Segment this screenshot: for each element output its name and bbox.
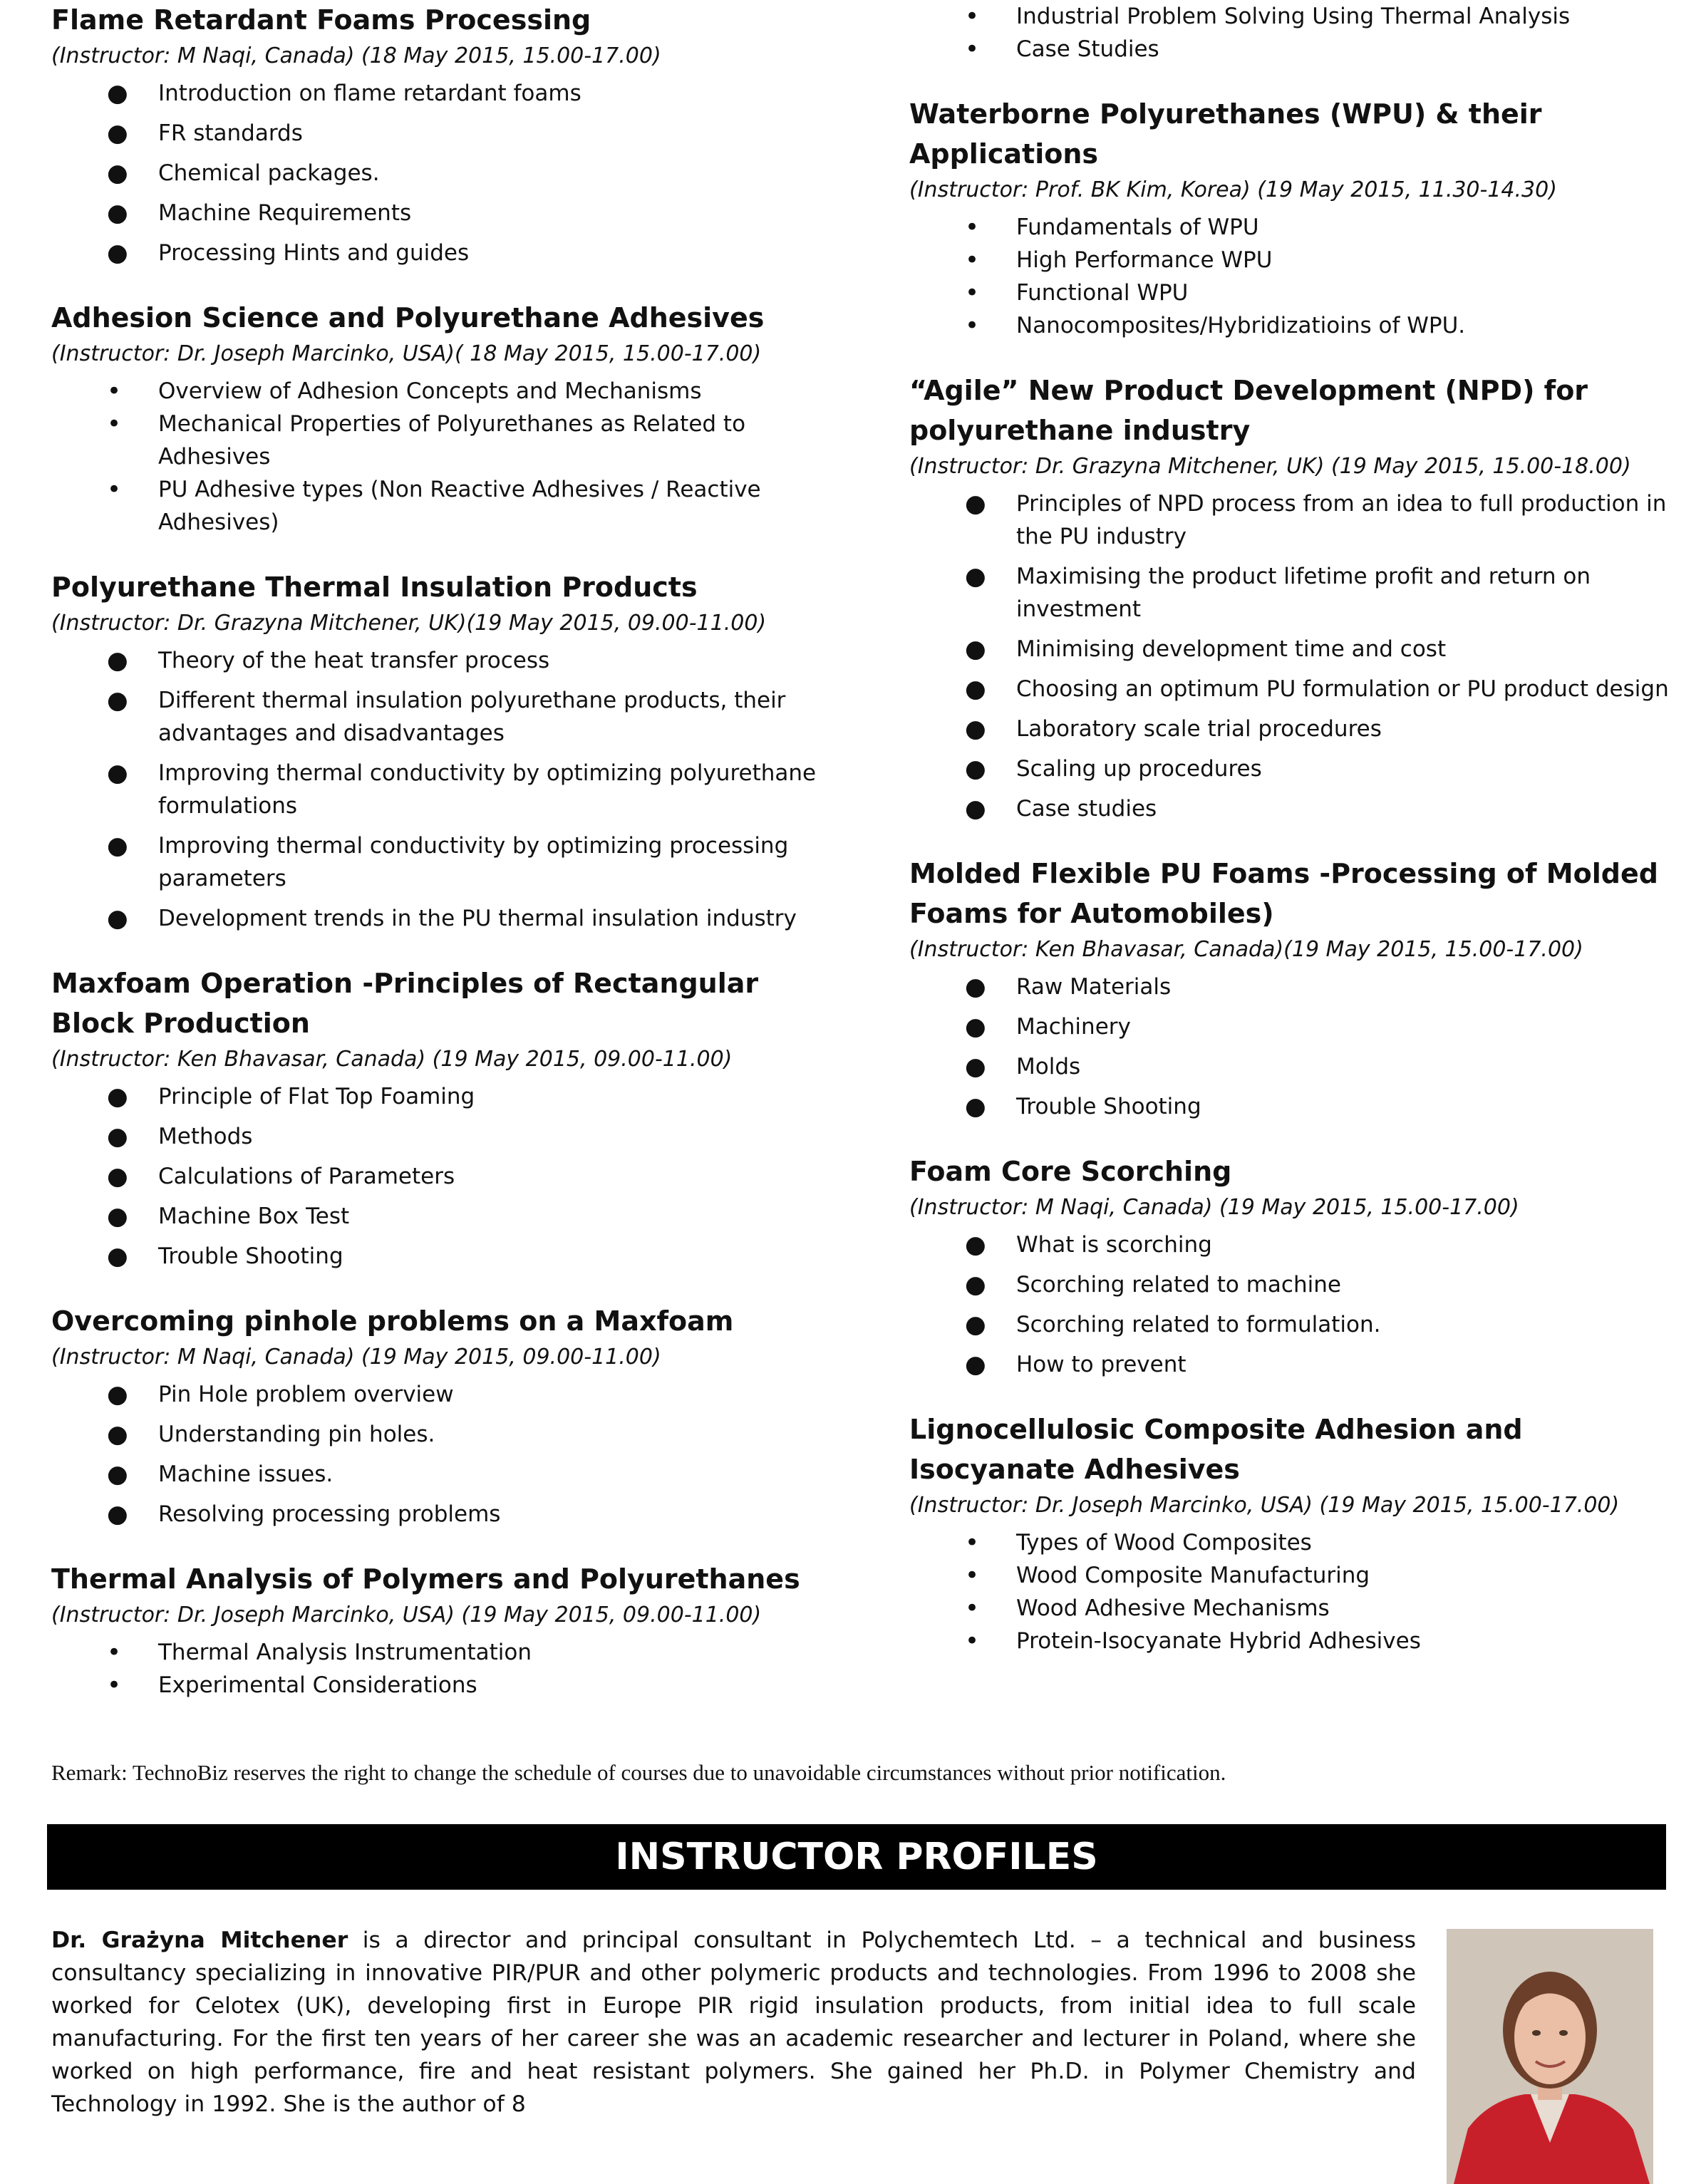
bullet-icon: ● <box>965 1052 986 1081</box>
bullet-icon: ● <box>107 759 128 787</box>
topic-item <box>909 1559 1679 1592</box>
topic-text: Improving thermal conductivity by optimizing processing parameters <box>158 833 789 891</box>
bullet-icon: ● <box>965 795 986 823</box>
topic-item <box>909 673 1679 705</box>
bullet-icon: ● <box>965 675 986 703</box>
topic-text: Fundamentals of WPU <box>1016 214 1259 240</box>
course-title: Foam Core Scorching <box>909 1156 1232 1187</box>
topic-text: Experimental Considerations <box>158 1672 477 1698</box>
left-column <box>51 0 842 1730</box>
course-instructor: (Instructor: Dr. Joseph Marcinko, USA)( 18 May 2015, 15.00-17.00) <box>51 341 762 366</box>
bullet-icon: ● <box>965 715 986 743</box>
course-topic-list <box>909 211 1679 342</box>
bullet-icon: ● <box>107 79 128 108</box>
topic-item <box>909 1268 1679 1301</box>
bullet-icon: ● <box>965 1013 986 1041</box>
topic-text: Machine Box Test <box>158 1204 350 1229</box>
topic-item <box>909 752 1679 785</box>
topic-text: Different thermal insulation polyurethane products, their advantages and disadvantages <box>158 688 786 746</box>
topic-text: Methods <box>158 1124 253 1149</box>
topic-item <box>51 684 842 750</box>
topic-text: Theory of the heat transfer process <box>158 648 550 673</box>
bullet-icon: ● <box>107 1460 128 1489</box>
topic-text: Wood Composite Manufacturing <box>1016 1563 1370 1588</box>
topic-text: Choosing an optimum PU formulation or PU product design <box>1016 676 1669 702</box>
topic-item <box>51 237 842 269</box>
topic-item <box>51 1378 842 1411</box>
topic-item <box>51 473 842 539</box>
course-topic-list <box>51 77 842 269</box>
topic-item <box>909 633 1679 666</box>
topic-text: Minimising development time and cost <box>1016 636 1447 662</box>
topic-text: What is scorching <box>1016 1232 1212 1258</box>
course-topic-list <box>909 1526 1679 1657</box>
topic-item <box>909 211 1679 244</box>
topic-item <box>51 1418 842 1451</box>
bullet-icon: ● <box>107 904 128 933</box>
bullet-icon: ● <box>965 562 986 591</box>
bullet-icon: • <box>965 1594 980 1623</box>
instructor-bio-text: is a director and principal consultant in Polychemtech Ltd. – a technical and business consultancy specializing in innovative PIR/PUR and other polymeric products and technologies. From 1996 to 2008 she worked for Celotex (UK), developing first in Europe PIR rigid insulation products, from initial idea to full scale manufacturing. For the first ten years of her career she was an academic researcher and lecturer in Poland, where she worked on high performance, fire and heat resistant polymers. She gained her Ph.D. in Polymer Chemistry and Technology in 1992. She is the author of 8 <box>51 1927 1416 2117</box>
bullet-icon: • <box>965 246 980 274</box>
topic-item <box>909 1592 1679 1625</box>
topic-text: Types of Wood Composites <box>1016 1530 1312 1556</box>
bullet-icon: • <box>965 2 980 31</box>
course-topic-list <box>51 375 842 539</box>
topic-text: Nanocomposites/Hybridizatioins of WPU. <box>1016 313 1466 338</box>
topic-item <box>51 117 842 150</box>
topic-text: Industrial Problem Solving Using Thermal Analysis <box>1016 4 1571 29</box>
bullet-icon: • <box>965 1627 980 1655</box>
instructor-bio <box>51 1924 1416 2121</box>
bullet-icon: ● <box>107 1380 128 1409</box>
topic-item <box>51 829 842 895</box>
topic-text: Molds <box>1016 1054 1081 1080</box>
bullet-icon: ● <box>965 1310 986 1339</box>
topic-text: Processing Hints and guides <box>158 240 470 266</box>
topic-text: Scorching related to machine <box>1016 1272 1341 1298</box>
course-title: Polyurethane Thermal Insulation Products <box>51 571 698 603</box>
schedule-remark: Remark: TechnoBiz reserves the right to change the schedule of courses due to unavoidable circumstances without prior notification. <box>51 1760 1226 1785</box>
topic-text: Machinery <box>1016 1014 1131 1040</box>
bullet-icon: • <box>107 1671 122 1699</box>
course-instructor: (Instructor: M Naqi, Canada) (19 May 2015, 09.00-11.00) <box>51 1345 661 1370</box>
topic-text: Case Studies <box>1016 36 1159 62</box>
topic-item <box>909 1228 1679 1261</box>
course-title: Adhesion Science and Polyurethane Adhesives <box>51 302 765 333</box>
bullet-icon: ● <box>107 199 128 227</box>
course-lignocellulosic-composite-adhesion-and-i <box>909 1409 1679 1657</box>
course-instructor: (Instructor: M Naqi, Canada) (18 May 2015, 15.00-17.00) <box>51 43 661 68</box>
topic-item <box>51 902 842 935</box>
topic-text: Wood Adhesive Mechanisms <box>1016 1595 1330 1621</box>
topic-item <box>51 77 842 110</box>
topic-text: Case studies <box>1016 796 1157 822</box>
topic-text: Machine Requirements <box>158 200 412 226</box>
course-instructor: (Instructor: Dr. Joseph Marcinko, USA) (19 May 2015, 09.00-11.00) <box>51 1603 762 1627</box>
topic-text: Trouble Shooting <box>158 1243 343 1269</box>
topic-item <box>909 971 1679 1003</box>
topic-item <box>909 1348 1679 1381</box>
topic-text: Scorching related to formulation. <box>1016 1312 1381 1337</box>
course-flame-retardant-foams-processing <box>51 0 842 269</box>
bullet-icon: ● <box>107 646 128 675</box>
topic-item <box>909 33 1679 66</box>
course-title: Thermal Analysis of Polymers and Polyurethanes <box>51 1563 800 1595</box>
course-title: Molded Flexible PU Foams -Processing of Molded Foams for Automobiles) <box>909 858 1658 929</box>
bullet-icon: ● <box>965 1231 986 1259</box>
instructor-name: Dr. Grażyna Mitchener <box>51 1927 348 1953</box>
topic-item <box>909 309 1679 342</box>
course-title: “Agile” New Product Development (NPD) for polyurethane industry <box>909 375 1588 446</box>
topic-item <box>909 713 1679 745</box>
bullet-icon: ● <box>965 973 986 1001</box>
topic-text: Principles of NPD process from an idea to full production in the PU industry <box>1016 491 1667 549</box>
bullet-icon: • <box>107 475 122 504</box>
course-title: Maxfoam Operation -Principles of Rectangular Block Production <box>51 968 759 1039</box>
instructor-portrait-image <box>1447 1929 1653 2184</box>
bullet-icon: • <box>107 410 122 438</box>
bullet-icon: ● <box>107 1242 128 1270</box>
course-topic-list <box>51 1378 842 1531</box>
course-instructor: (Instructor: Dr. Grazyna Mitchener, UK)(19 May 2015, 09.00-11.00) <box>51 611 767 636</box>
topic-item <box>909 276 1679 309</box>
bullet-icon: ● <box>107 1500 128 1528</box>
topic-text: Principle of Flat Top Foaming <box>158 1084 475 1109</box>
topic-text: Pin Hole problem overview <box>158 1382 454 1407</box>
bullet-icon: • <box>965 1528 980 1557</box>
course-title: Overcoming pinhole problems on a Maxfoam <box>51 1305 734 1337</box>
course-topic-list <box>909 971 1679 1123</box>
bullet-icon: ● <box>107 1082 128 1111</box>
topic-item <box>51 757 842 822</box>
topic-item <box>51 1120 842 1153</box>
topic-item <box>909 1625 1679 1657</box>
bullet-icon: • <box>107 377 122 405</box>
bullet-icon: ● <box>107 686 128 715</box>
bullet-icon: ● <box>965 490 986 518</box>
bullet-icon: • <box>965 1561 980 1590</box>
topic-text: Introduction on flame retardant foams <box>158 81 581 106</box>
topic-text: Development trends in the PU thermal insulation industry <box>158 906 797 931</box>
topic-text: Resolving processing problems <box>158 1501 501 1527</box>
topic-item <box>909 0 1679 33</box>
course-topic-list <box>51 1636 842 1702</box>
topic-text: Functional WPU <box>1016 280 1189 306</box>
bullet-icon: ● <box>965 1270 986 1299</box>
bullet-icon: ● <box>107 239 128 267</box>
topic-item <box>909 1090 1679 1123</box>
topic-item <box>909 487 1679 553</box>
course-polyurethane-thermal-insulation-products <box>51 567 842 935</box>
bullet-icon: • <box>965 213 980 242</box>
topic-item <box>51 408 842 473</box>
topic-text: Laboratory scale trial procedures <box>1016 716 1382 742</box>
topic-item <box>51 1636 842 1669</box>
bullet-icon: ● <box>107 1162 128 1191</box>
bullet-icon: ● <box>107 159 128 187</box>
continued-bullet-list <box>909 0 1679 66</box>
topic-item <box>51 197 842 229</box>
course-instructor: (Instructor: Ken Bhavasar, Canada)(19 May 2015, 15.00-17.00) <box>909 937 1583 962</box>
topic-item <box>909 1010 1679 1043</box>
course-foam-core-scorching <box>909 1151 1679 1381</box>
topic-item <box>51 1160 842 1193</box>
topic-text: Mechanical Properties of Polyurethanes as Related to Adhesives <box>158 411 746 470</box>
bullet-icon: • <box>107 1638 122 1667</box>
topic-item <box>909 792 1679 825</box>
topic-item <box>51 1669 842 1702</box>
topic-text: Raw Materials <box>1016 974 1172 1000</box>
course-topic-list <box>909 487 1679 825</box>
bullet-icon: ● <box>107 119 128 148</box>
course-instructor: (Instructor: Dr. Grazyna Mitchener, UK) (19 May 2015, 15.00-18.00) <box>909 454 1631 479</box>
topic-item <box>51 1200 842 1233</box>
bullet-icon: ● <box>965 1350 986 1379</box>
course-instructor: (Instructor: Dr. Joseph Marcinko, USA) (19 May 2015, 15.00-17.00) <box>909 1493 1620 1518</box>
topic-text: PU Adhesive types (Non Reactive Adhesives / Reactive Adhesives) <box>158 477 761 535</box>
topic-item <box>51 1498 842 1531</box>
topic-text: Trouble Shooting <box>1016 1094 1201 1119</box>
course-title: Lignocellulosic Composite Adhesion and Isocyanate Adhesives <box>909 1414 1523 1485</box>
course-waterborne-polyurethanes-wpu-their-appli <box>909 94 1679 342</box>
topic-text: Machine issues. <box>158 1461 334 1487</box>
bullet-icon: • <box>965 279 980 307</box>
topic-item <box>51 1240 842 1273</box>
course-title: Waterborne Polyurethanes (WPU) & their Applications <box>909 98 1542 170</box>
bullet-icon: • <box>965 35 980 63</box>
topic-item <box>909 1308 1679 1341</box>
topic-text: Calculations of Parameters <box>158 1164 455 1189</box>
topic-item <box>51 644 842 677</box>
topic-text: Thermal Analysis Instrumentation <box>158 1640 532 1665</box>
course-title: Flame Retardant Foams Processing <box>51 4 591 36</box>
bullet-icon: ● <box>965 755 986 783</box>
right-column <box>909 0 1679 1686</box>
topic-item <box>51 1080 842 1113</box>
bullet-icon: ● <box>107 1420 128 1449</box>
bullet-icon: • <box>965 311 980 340</box>
course-topic-list <box>51 1080 842 1273</box>
topic-text: Protein-Isocyanate Hybrid Adhesives <box>1016 1628 1421 1654</box>
course-thermal-analysis-of-polymers-and-polyure <box>51 1559 842 1702</box>
course-adhesion-science-and-polyurethane-adhesi <box>51 298 842 539</box>
instructor-profiles-heading: INSTRUCTOR PROFILES <box>47 1824 1666 1890</box>
bullet-icon: ● <box>107 832 128 860</box>
topic-item <box>51 157 842 190</box>
topic-text: How to prevent <box>1016 1352 1187 1377</box>
course-topic-list <box>51 644 842 935</box>
topic-text: FR standards <box>158 120 303 146</box>
topic-text: High Performance WPU <box>1016 247 1273 273</box>
course-maxfoam-operation-principles-of-rectangu <box>51 963 842 1273</box>
topic-text: Scaling up procedures <box>1016 756 1262 782</box>
course-molded-flexible-pu-foams-processing-of-m <box>909 854 1679 1123</box>
course-topic-list <box>909 1228 1679 1381</box>
topic-item <box>51 1458 842 1491</box>
bullet-icon: ● <box>107 1122 128 1151</box>
course-overcoming-pinhole-problems-on-a-maxfoam <box>51 1301 842 1531</box>
topic-item <box>909 1526 1679 1559</box>
course-instructor: (Instructor: Ken Bhavasar, Canada) (19 May 2015, 09.00-11.00) <box>51 1047 733 1072</box>
topic-text: Understanding pin holes. <box>158 1422 435 1447</box>
topic-item <box>909 560 1679 626</box>
course-agile-new-product-development-npd-for-po <box>909 371 1679 825</box>
topic-text: Improving thermal conductivity by optimizing polyurethane formulations <box>158 760 817 819</box>
bullet-icon: ● <box>107 1202 128 1231</box>
topic-item <box>909 244 1679 276</box>
topic-text: Chemical packages. <box>158 160 380 186</box>
topic-text: Maximising the product lifetime profit and return on investment <box>1016 564 1591 622</box>
topic-item <box>51 375 842 408</box>
topic-item <box>909 1050 1679 1083</box>
course-instructor: (Instructor: M Naqi, Canada) (19 May 2015, 15.00-17.00) <box>909 1195 1519 1220</box>
bullet-icon: ● <box>965 1092 986 1121</box>
course-instructor: (Instructor: Prof. BK Kim, Korea) (19 May 2015, 11.30-14.30) <box>909 177 1557 202</box>
topic-text: Overview of Adhesion Concepts and Mechanisms <box>158 378 702 404</box>
instructor-photo <box>1447 1929 1653 2184</box>
bullet-icon: ● <box>965 635 986 663</box>
